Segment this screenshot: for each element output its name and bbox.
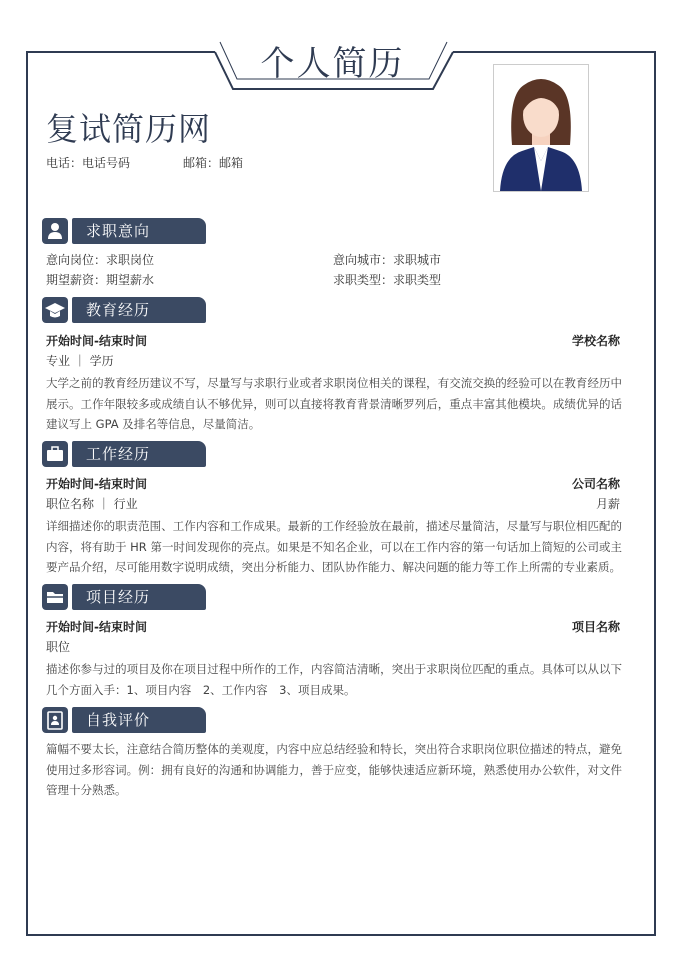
education-description: 大学之前的教育经历建议不写，尽量写与求职行业或者求职岗位相关的课程，有交流交换的经验可以在教育经历中展示。工作年限较多或成绩自认不够优异，则可以直接将教育背景清晰罗列后，重点丰富其他模块。成绩优异的话建议写上 GPA 及排名等信息，尽量简洁。: [46, 376, 622, 431]
person-icon: [42, 218, 68, 244]
section-title-work: 工作经历: [86, 445, 151, 463]
education-period: 开始时间-结束时间: [46, 334, 147, 348]
work-salary: 月薪: [595, 497, 620, 511]
work-period: 开始时间-结束时间: [46, 477, 147, 491]
intent-salary: 期望薪资：期望薪水: [46, 273, 155, 287]
education-school: 学校名称: [571, 334, 620, 348]
candidate-name: 复试简历网: [46, 110, 212, 148]
self-description: 篇幅不要太长，注意结合简历整体的美观度，内容中应总结经验和特长，突出符合求职岗位职位描述的特点，避免使用过多形容词。例：拥有良好的沟通和协调能力，善于应变，能够快速适应新环境，熟悉使用办公软件，对文件管理十分熟悉。: [46, 742, 622, 797]
email-text: 邮箱：邮箱: [183, 156, 244, 170]
briefcase-icon: [42, 441, 68, 467]
avatar: [493, 64, 589, 192]
work-company: 公司名称: [571, 477, 620, 491]
project-name: 项目名称: [571, 620, 620, 634]
education-major: 专业 ｜ 学历: [46, 354, 114, 368]
intent-type: 求职类型：求职类型: [333, 273, 442, 287]
intent-city: 意向城市：求职城市: [333, 253, 442, 267]
id-card-icon: [42, 707, 68, 733]
section-title-self: 自我评价: [86, 711, 151, 729]
phone-text: 电话：电话号码: [46, 156, 131, 170]
folder-icon: [42, 584, 68, 610]
graduation-cap-icon: [42, 297, 68, 323]
section-title-project: 项目经历: [86, 588, 151, 606]
project-role: 职位: [46, 640, 71, 654]
project-period: 开始时间-结束时间: [46, 620, 147, 634]
work-role: 职位名称 ｜ 行业: [46, 497, 138, 511]
work-description: 详细描述你的职责范围、工作内容和工作成果。最新的工作经验放在最前，描述尽量简洁，尽量写与职位相匹配的内容，将有助于 HR 第一时间发现你的亮点。如果是不知名企业，可以在工作内容的第一句话加上简短的公司或主要产品介绍，尽可能用数字说明成绩，突出分析能力、团队协作能力、解决问题的能力等工作上所需的专业素质。: [46, 519, 622, 574]
project-description: 描述你参与过的项目及你在项目过程中所作的工作，内容简洁清晰，突出于求职岗位匹配的重点。具体可以从以下几个方面入手：1、项目内容 2、工作内容 3、项目成果。: [46, 662, 622, 697]
section-title-education: 教育经历: [86, 301, 151, 319]
page-title: 个人简历: [260, 44, 405, 84]
intent-position: 意向岗位：求职岗位: [46, 253, 155, 267]
section-title-intent: 求职意向: [86, 222, 151, 240]
